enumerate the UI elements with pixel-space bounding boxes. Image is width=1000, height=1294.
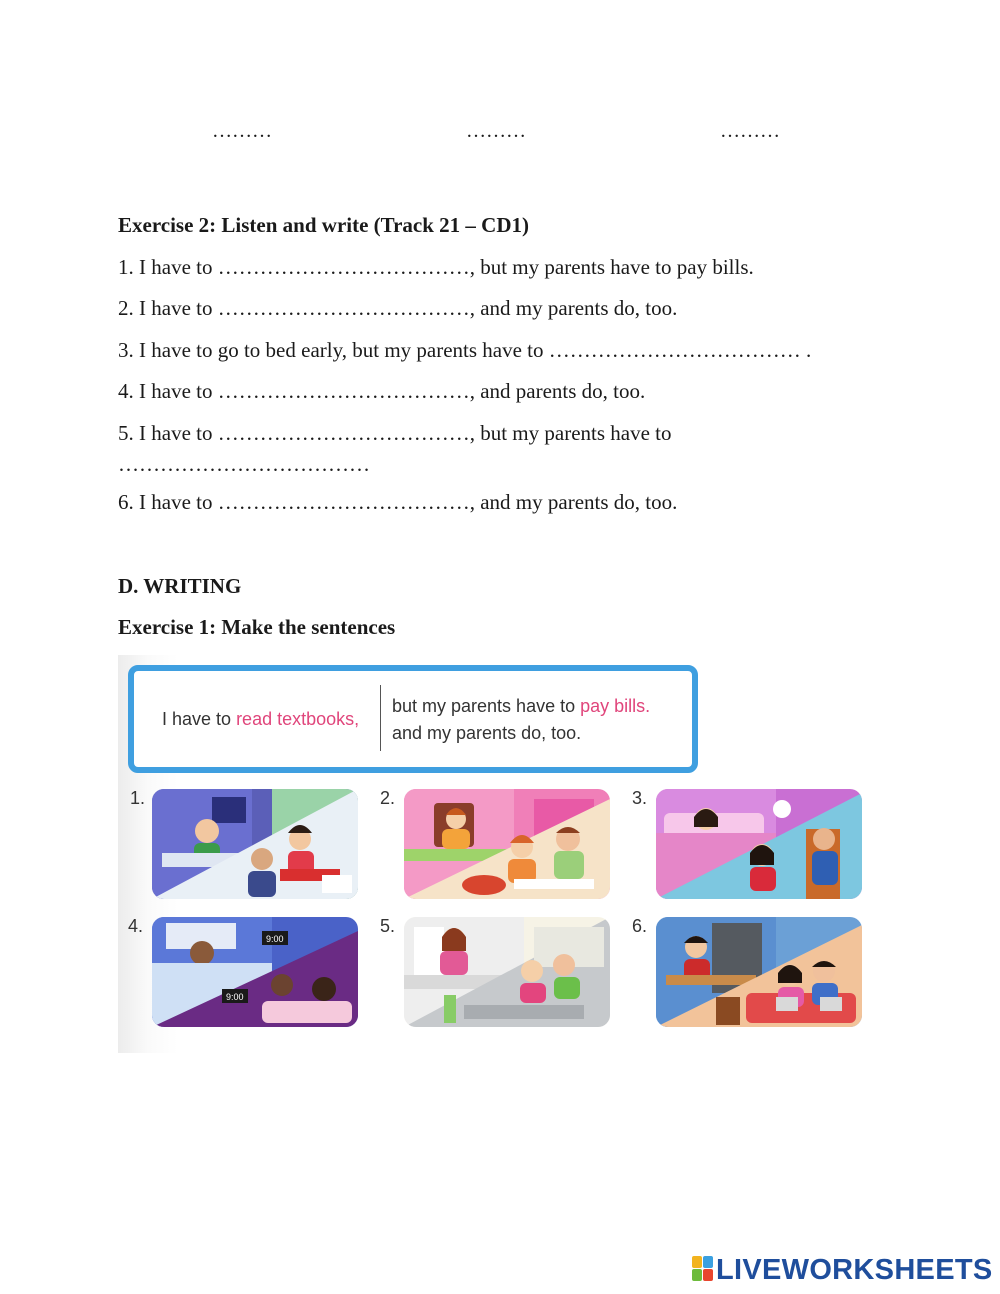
top-blanks-row [0, 120, 1000, 150]
exercise2-item: 2. I have to ………………………………, and my parents do, too. [118, 296, 678, 320]
sample-left-highlight: read textbooks, [236, 709, 360, 729]
picture-4-sleep-late [152, 917, 358, 1027]
exercise2-item: 1. I have to ………………………………, but my parents have to pay bills. [118, 255, 754, 279]
sample-sentence-box [128, 665, 698, 773]
exercise2-item: 3. I have to go to bed early, but my parents have to ……………………………… . [118, 338, 812, 362]
answer-blank: ……… [466, 120, 526, 142]
picture-5-wash-dishes [404, 917, 610, 1027]
picture-number: 5. [380, 916, 396, 936]
exercise2-item: 5. I have to ………………………………, but my parents have to [118, 421, 672, 445]
answer-blank: ……… [212, 120, 272, 142]
logo-text: LIVEWORKSHEETS [716, 1254, 993, 1286]
exercise2-item-continued: ……………………………… [118, 452, 370, 476]
picture-number: 6. [632, 916, 648, 936]
liveworksheets-logo [692, 1254, 993, 1287]
picture-6-use-computer [656, 917, 862, 1027]
clock-label: 9:00 [226, 992, 244, 1002]
section-d-title: D. WRITING [118, 574, 242, 598]
clock-label: 9:00 [266, 934, 284, 944]
exercise1-picture-panel [118, 655, 870, 1053]
exercise1-title: Exercise 1: Make the sentences [118, 615, 396, 639]
exercise2-title: Exercise 2: Listen and write (Track 21 – CD1) [118, 213, 529, 237]
picture-number: 4. [128, 916, 144, 936]
sample-right-prefix: but my parents have to [392, 696, 581, 716]
sample-left-prefix: I have to [162, 709, 237, 729]
sample-left-text [162, 709, 359, 730]
picture-2-homework-eating [404, 789, 610, 899]
exercise2-item: 6. I have to ………………………………, and my parents do, too. [118, 490, 678, 514]
exercise2-item: 4. I have to ………………………………, and parents do, too. [118, 379, 646, 403]
sample-divider [380, 685, 381, 751]
picture-number: 2. [380, 788, 396, 808]
sample-right-text [392, 693, 650, 747]
sample-right-line2: and my parents do, too. [392, 723, 582, 743]
sample-right-highlight: pay bills. [580, 696, 651, 716]
picture-number: 3. [632, 788, 648, 808]
answer-blank: ……… [720, 120, 780, 142]
picture-1-homework-bills [152, 789, 358, 899]
logo-mark-icon [692, 1256, 714, 1282]
picture-number: 1. [130, 788, 146, 808]
picture-3-bed-early [656, 789, 862, 899]
